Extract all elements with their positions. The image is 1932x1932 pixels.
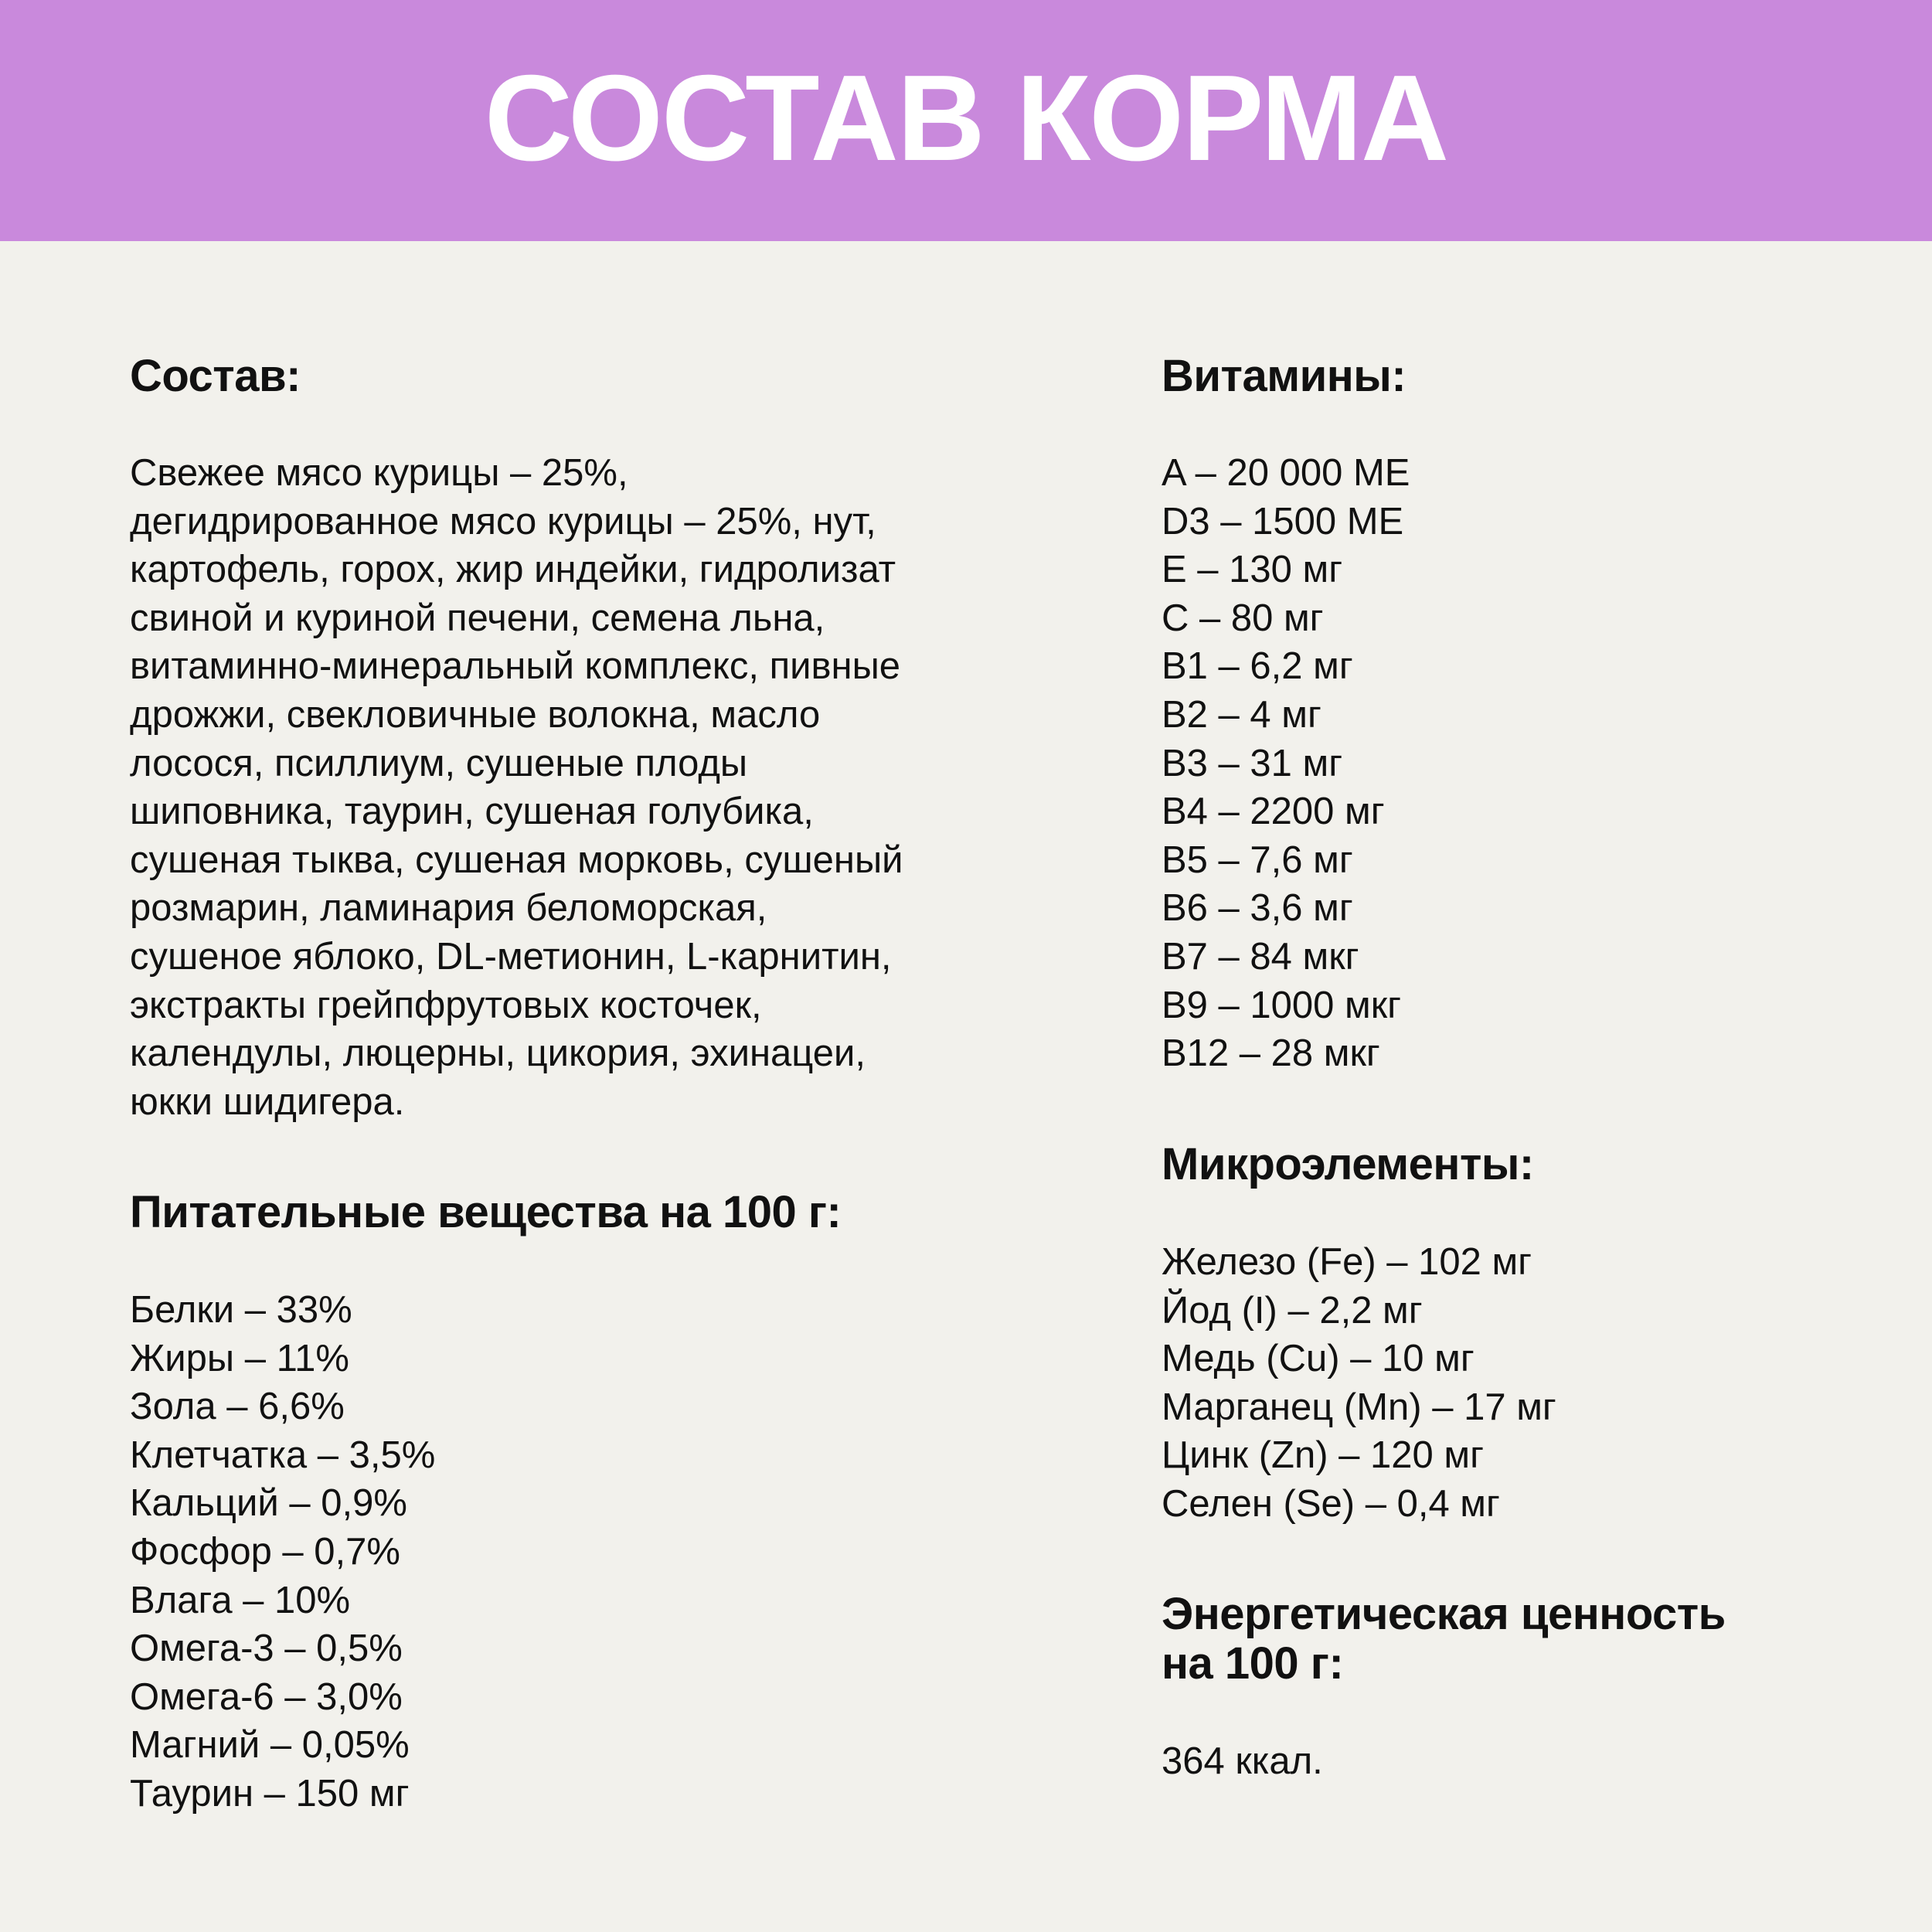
list-item: B3 – 31 мг <box>1162 742 1343 784</box>
list-item: Омега-3 – 0,5% <box>130 1628 403 1670</box>
list-item: Йод (I) – 2,2 мг <box>1162 1289 1423 1332</box>
list-item: Железо (Fe) – 102 мг <box>1162 1241 1532 1283</box>
vitamins-list <box>1162 449 1857 1078</box>
list-item: B12 – 28 мкг <box>1162 1032 1380 1075</box>
energy-value: 364 ккал. <box>1162 1740 1323 1782</box>
list-item: Медь (Cu) – 10 мг <box>1162 1338 1475 1380</box>
microelements-section <box>1162 1140 1857 1529</box>
microelements-list <box>1162 1238 1857 1529</box>
list-item: B2 – 4 мг <box>1162 693 1321 736</box>
list-item: B4 – 2200 мг <box>1162 791 1385 833</box>
list-item: Зола – 6,6% <box>130 1386 345 1428</box>
list-item: Омега-6 – 3,0% <box>130 1675 403 1718</box>
list-item: Селен (Se) – 0,4 мг <box>1162 1482 1500 1525</box>
nutrients-list <box>130 1286 1134 1818</box>
list-item: Магний – 0,05% <box>130 1724 410 1767</box>
energy-title <box>1162 1590 1857 1689</box>
list-item: D3 – 1500 МЕ <box>1162 500 1404 543</box>
list-item: C – 80 мг <box>1162 597 1324 639</box>
list-item: Белки – 33% <box>130 1289 352 1331</box>
list-item: Клетчатка – 3,5% <box>130 1434 436 1476</box>
list-item: E – 130 мг <box>1162 549 1343 591</box>
composition-text: Свежее мясо курицы – 25%, дегидрированное мясо курицы – 25%, нут, картофель, горох, жир индейки, гидролизат свиной и куриной печени, семена льна, витаминно-минеральный комплекс, пивные дрожжи, свекловичные волокна, масло лосося, псиллиум, сушеные плоды шиповника, таурин, сушеная голубика, сушеная тыква, сушеная морковь, сушеный розмарин, ламинария беломорская, сушеное яблоко, DL-метионин, L-карнитин, экстракты грейпфрутовых косточек, календулы, люцерны, цикория, эхинацеи, юкки шидигера. <box>130 452 903 1123</box>
list-item: Цинк (Zn) – 120 мг <box>1162 1434 1484 1477</box>
list-item: Кальций – 0,9% <box>130 1482 407 1525</box>
list-item: Таурин – 150 мг <box>130 1772 410 1815</box>
list-item: B6 – 3,6 мг <box>1162 887 1353 930</box>
composition-title: Состав: <box>130 351 301 401</box>
vitamins-section <box>1162 352 1857 1078</box>
list-item: Влага – 10% <box>130 1579 351 1621</box>
list-item: B7 – 84 мкг <box>1162 935 1359 978</box>
list-item: A – 20 000 МЕ <box>1162 452 1410 494</box>
nutrients-section <box>130 1188 1134 1818</box>
list-item: B9 – 1000 мкг <box>1162 984 1402 1026</box>
nutrients-title: Питательные вещества на 100 г: <box>130 1187 842 1237</box>
energy-title-line1: Энергетическая ценность <box>1162 1589 1726 1639</box>
list-item: Фосфор – 0,7% <box>130 1530 400 1573</box>
header-banner <box>0 0 1932 241</box>
list-item: B5 – 7,6 мг <box>1162 838 1353 881</box>
page-title: СОСТАВ КОРМА <box>484 50 1448 186</box>
list-item: Жиры – 11% <box>130 1337 349 1379</box>
microelements-title: Микроэлементы: <box>1162 1139 1534 1189</box>
vitamins-title: Витамины: <box>1162 351 1406 401</box>
composition-section <box>130 352 1134 1126</box>
list-item: Марганец (Mn) – 17 мг <box>1162 1386 1556 1428</box>
list-item: B1 – 6,2 мг <box>1162 645 1353 688</box>
energy-title-line2: на 100 г: <box>1162 1638 1344 1689</box>
energy-section <box>1162 1590 1857 1786</box>
